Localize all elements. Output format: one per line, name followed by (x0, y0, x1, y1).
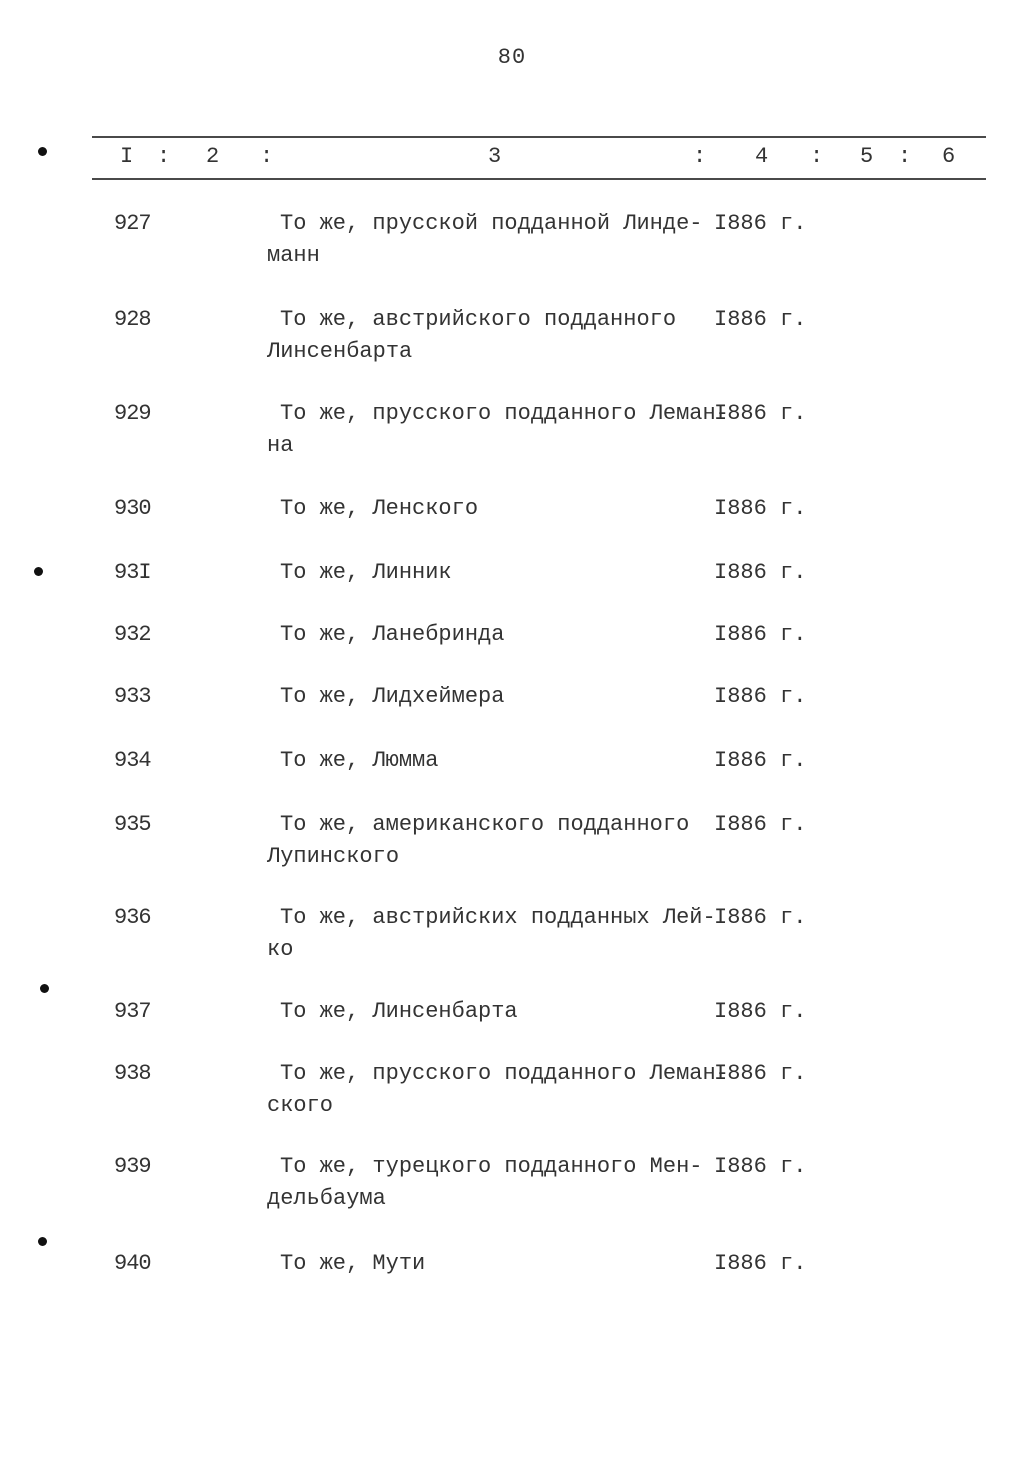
entry-description: То же, Линник (280, 560, 452, 585)
entry-number: 940 (114, 1251, 151, 1276)
column-separator: : (157, 144, 171, 169)
column-header-5: 5 (860, 144, 874, 169)
entry-year: I886 г. (714, 1061, 807, 1086)
entry-description: То же, прусского подданного Леман- (280, 1061, 729, 1086)
table-bottom-rule (92, 178, 986, 180)
column-separator: : (260, 144, 274, 169)
column-separator: : (693, 144, 707, 169)
entry-description: То же, Лидхеймера (280, 684, 505, 709)
entry-year: I886 г. (714, 560, 807, 585)
entry-year: I886 г. (714, 1251, 807, 1276)
entry-description: То же, Мути (280, 1251, 426, 1276)
entry-year: I886 г. (714, 684, 807, 709)
entry-year: I886 г. (714, 622, 807, 647)
column-header-1: I (120, 144, 134, 169)
entry-description: То же, Ланебриндa (280, 622, 505, 647)
entry-description: То же, прусской подданной Линде- (280, 211, 703, 236)
table-top-rule (92, 136, 986, 138)
entry-description: То же, турецкого подданного Мен- (280, 1154, 703, 1179)
entry-description-continued: Лупинского (267, 844, 400, 869)
binding-hole-mark (40, 984, 49, 993)
column-separator: : (898, 144, 912, 169)
entry-description: То же, Ленского (280, 496, 479, 521)
entry-number: 927 (114, 211, 151, 236)
entry-description: То же, американского подданного (280, 812, 690, 837)
entry-description: То же, прусского подданного Леман- (280, 401, 729, 426)
entry-year: I886 г. (714, 496, 807, 521)
column-header-4: 4 (755, 144, 769, 169)
entry-number: 929 (114, 401, 151, 426)
entry-description-continued: на (267, 433, 294, 458)
binding-hole-mark (34, 567, 43, 576)
entry-description-continued: ко (267, 937, 294, 962)
page-number: 80 (497, 45, 527, 70)
entry-description-continued: дельбаума (267, 1186, 386, 1211)
entry-number: 932 (114, 622, 151, 647)
entry-number: 938 (114, 1061, 151, 1086)
entry-description: То же, австрийских подданных Лей- (280, 905, 716, 930)
entry-description: То же, австрийского подданного (280, 307, 677, 332)
column-header-6: 6 (942, 144, 956, 169)
entry-number: 937 (114, 999, 151, 1024)
entry-number: 930 (114, 496, 151, 521)
entry-year: I886 г. (714, 905, 807, 930)
entry-year: I886 г. (714, 307, 807, 332)
entry-description: То же, Люмма (280, 748, 439, 773)
entry-year: I886 г. (714, 401, 807, 426)
entry-number: 933 (114, 684, 151, 709)
entry-number: 935 (114, 812, 151, 837)
entry-year: I886 г. (714, 812, 807, 837)
entry-description: То же, Линсенбарта (280, 999, 518, 1024)
entry-number: 93I (114, 560, 151, 585)
entry-description-continued: манн (267, 243, 320, 268)
entry-number: 939 (114, 1154, 151, 1179)
column-separator: : (810, 144, 824, 169)
entry-number: 934 (114, 748, 151, 773)
column-header-3: 3 (488, 144, 502, 169)
entry-year: I886 г. (714, 999, 807, 1024)
column-header-2: 2 (206, 144, 220, 169)
entry-year: I886 г. (714, 748, 807, 773)
entry-number: 928 (114, 307, 151, 332)
binding-hole-mark (38, 1237, 47, 1246)
entry-number: 936 (114, 905, 151, 930)
binding-hole-mark (38, 147, 47, 156)
entry-description-continued: Линсенбарта (267, 339, 413, 364)
entry-year: I886 г. (714, 1154, 807, 1179)
entry-description-continued: ского (267, 1093, 334, 1118)
entry-year: I886 г. (714, 211, 807, 236)
